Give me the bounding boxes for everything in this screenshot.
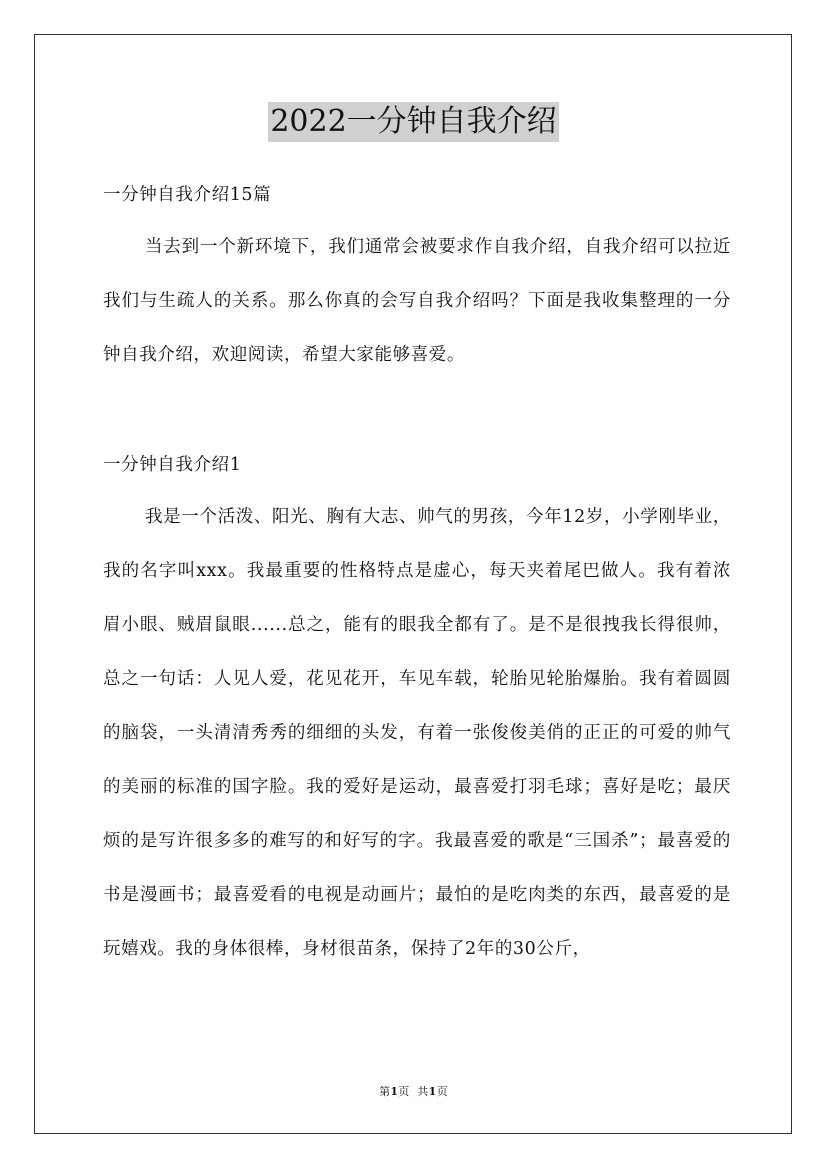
document-title: 2022一分钟自我介绍 xyxy=(268,102,558,142)
footer-page-number: 1 xyxy=(390,1085,399,1098)
section-heading: 一分钟自我介绍1 xyxy=(103,455,242,475)
document-subtitle: 一分钟自我介绍15篇 xyxy=(103,185,272,205)
page-footer xyxy=(0,1084,827,1100)
footer-total-suffix: 页 xyxy=(436,1085,448,1098)
footer-total-prefix: 共 xyxy=(417,1085,429,1098)
footer-page-suffix: 页 xyxy=(398,1085,410,1098)
section-paragraph: 我是一个活泼、阳光、胸有大志、帅气的男孩，今年12岁，小学刚毕业，我的名字叫xxx。我最重要的性格特点是虚心，每天夹着尾巴做人。我有着浓眉小眼、贼眉鼠眼......总之，能有的眼我全都有了。是不是很拽我长得很帅，总之一句话：人见人爱，花见花开，车见车载，轮胎见轮胎爆胎。我有着圆圆的脑袋，一头清清秀秀的细细的头发，有着一张俊俊美俏的正正的可爱的帅气的美丽的标准的国字脸。我的爱好是运动，最喜爱打羽毛球；喜好是吃；最厌烦的是写许很多多的难写的和好写的字。我最喜爱的歌是“三国杀”；最喜爱的书是漫画书；最喜爱看的电视是动画片；最怕的是吃肉类的东西，最喜爱的是玩嬉戏。我的身体很棒，身材很苗条，保持了2年的30公斤， xyxy=(103,507,731,959)
title-container xyxy=(0,102,827,142)
intro-paragraph: 当去到一个新环境下，我们通常会被要求作自我介绍，自我介绍可以拉近我们与生疏人的关系。那么你真的会写自我介绍吗？下面是我收集整理的一分钟自我介绍，欢迎阅读，希望大家能够喜爱。 xyxy=(103,237,731,365)
footer-total-pages: 1 xyxy=(428,1085,437,1098)
footer-page-prefix: 第 xyxy=(379,1085,391,1098)
